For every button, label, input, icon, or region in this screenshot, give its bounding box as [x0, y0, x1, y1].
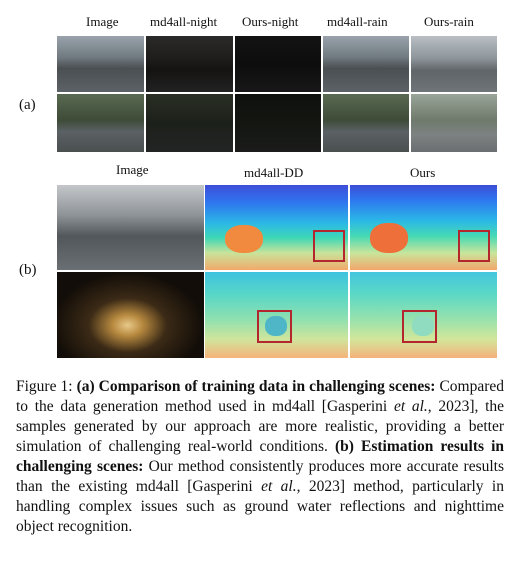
caption-part-b-text: Our method consistently produces more accurate results than the existing md4all [Gasperini — [16, 458, 505, 495]
image-a-row2-ours-rain — [411, 94, 497, 152]
caption-part-a-et-al: et al. — [393, 398, 428, 415]
highlight-box — [458, 230, 490, 262]
highlight-box — [257, 310, 292, 343]
image-a-row1-ours-rain — [411, 36, 497, 92]
image-a-row2-image — [57, 94, 144, 152]
highlight-box — [313, 230, 345, 262]
depth-b-row2-md4all-dd — [205, 272, 348, 358]
col-header-md4all-rain: md4all-rain — [327, 14, 388, 29]
depth-b-row1-ours — [350, 185, 497, 270]
image-a-row2-md4all-night — [146, 94, 233, 152]
part-b-label: (b) — [19, 262, 37, 278]
col-header-ours-rain: Ours-rain — [424, 14, 474, 29]
image-a-row1-md4all-night — [146, 36, 233, 92]
caption-part-a-text: Compared to the data generation method used in md4all [Gasperini — [16, 378, 505, 415]
col-header-ours-night: Ours-night — [242, 14, 299, 29]
caption-part-b-text-2: , 2023] method, particularly in handling complex issues such as ground water reflections and nighttime object recognition. — [16, 478, 504, 535]
image-a-row1-md4all-rain — [323, 36, 409, 92]
caption-part-b-title: (b) Estimation results in challenging scenes: — [16, 438, 505, 475]
col-header-ours: Ours — [410, 165, 436, 180]
caption-figure-label: Figure 1: — [16, 378, 73, 395]
caption-part-a-text-2: , 2023], the samples generated by our approach are more realistic, providing a better simulation of challenging real-world conditions. — [16, 398, 505, 455]
part-a-label: (a) — [19, 97, 36, 113]
image-a-row2-ours-night — [235, 94, 321, 152]
col-header-image-a: Image — [86, 14, 119, 29]
col-header-md4all-night: md4all-night — [150, 14, 218, 29]
image-a-row1-ours-night — [235, 36, 321, 92]
depth-object-blob — [225, 225, 263, 253]
image-a-row2-md4all-rain — [323, 94, 409, 152]
caption-part-a-title: (a) Comparison of training data in challenging scenes: — [76, 378, 436, 395]
depth-b-row1-md4all-dd — [205, 185, 348, 270]
col-header-image-b: Image — [116, 162, 149, 177]
image-b-row2-input — [57, 272, 204, 358]
image-b-row1-input — [57, 185, 204, 270]
depth-object-blob — [370, 223, 408, 253]
figure-caption — [16, 377, 504, 537]
image-a-row1-image — [57, 36, 144, 92]
caption-part-b-et-al: et al. — [261, 478, 297, 495]
col-header-md4all-dd: md4all-DD — [244, 165, 304, 180]
highlight-box — [402, 310, 437, 343]
depth-b-row2-ours — [350, 272, 497, 358]
